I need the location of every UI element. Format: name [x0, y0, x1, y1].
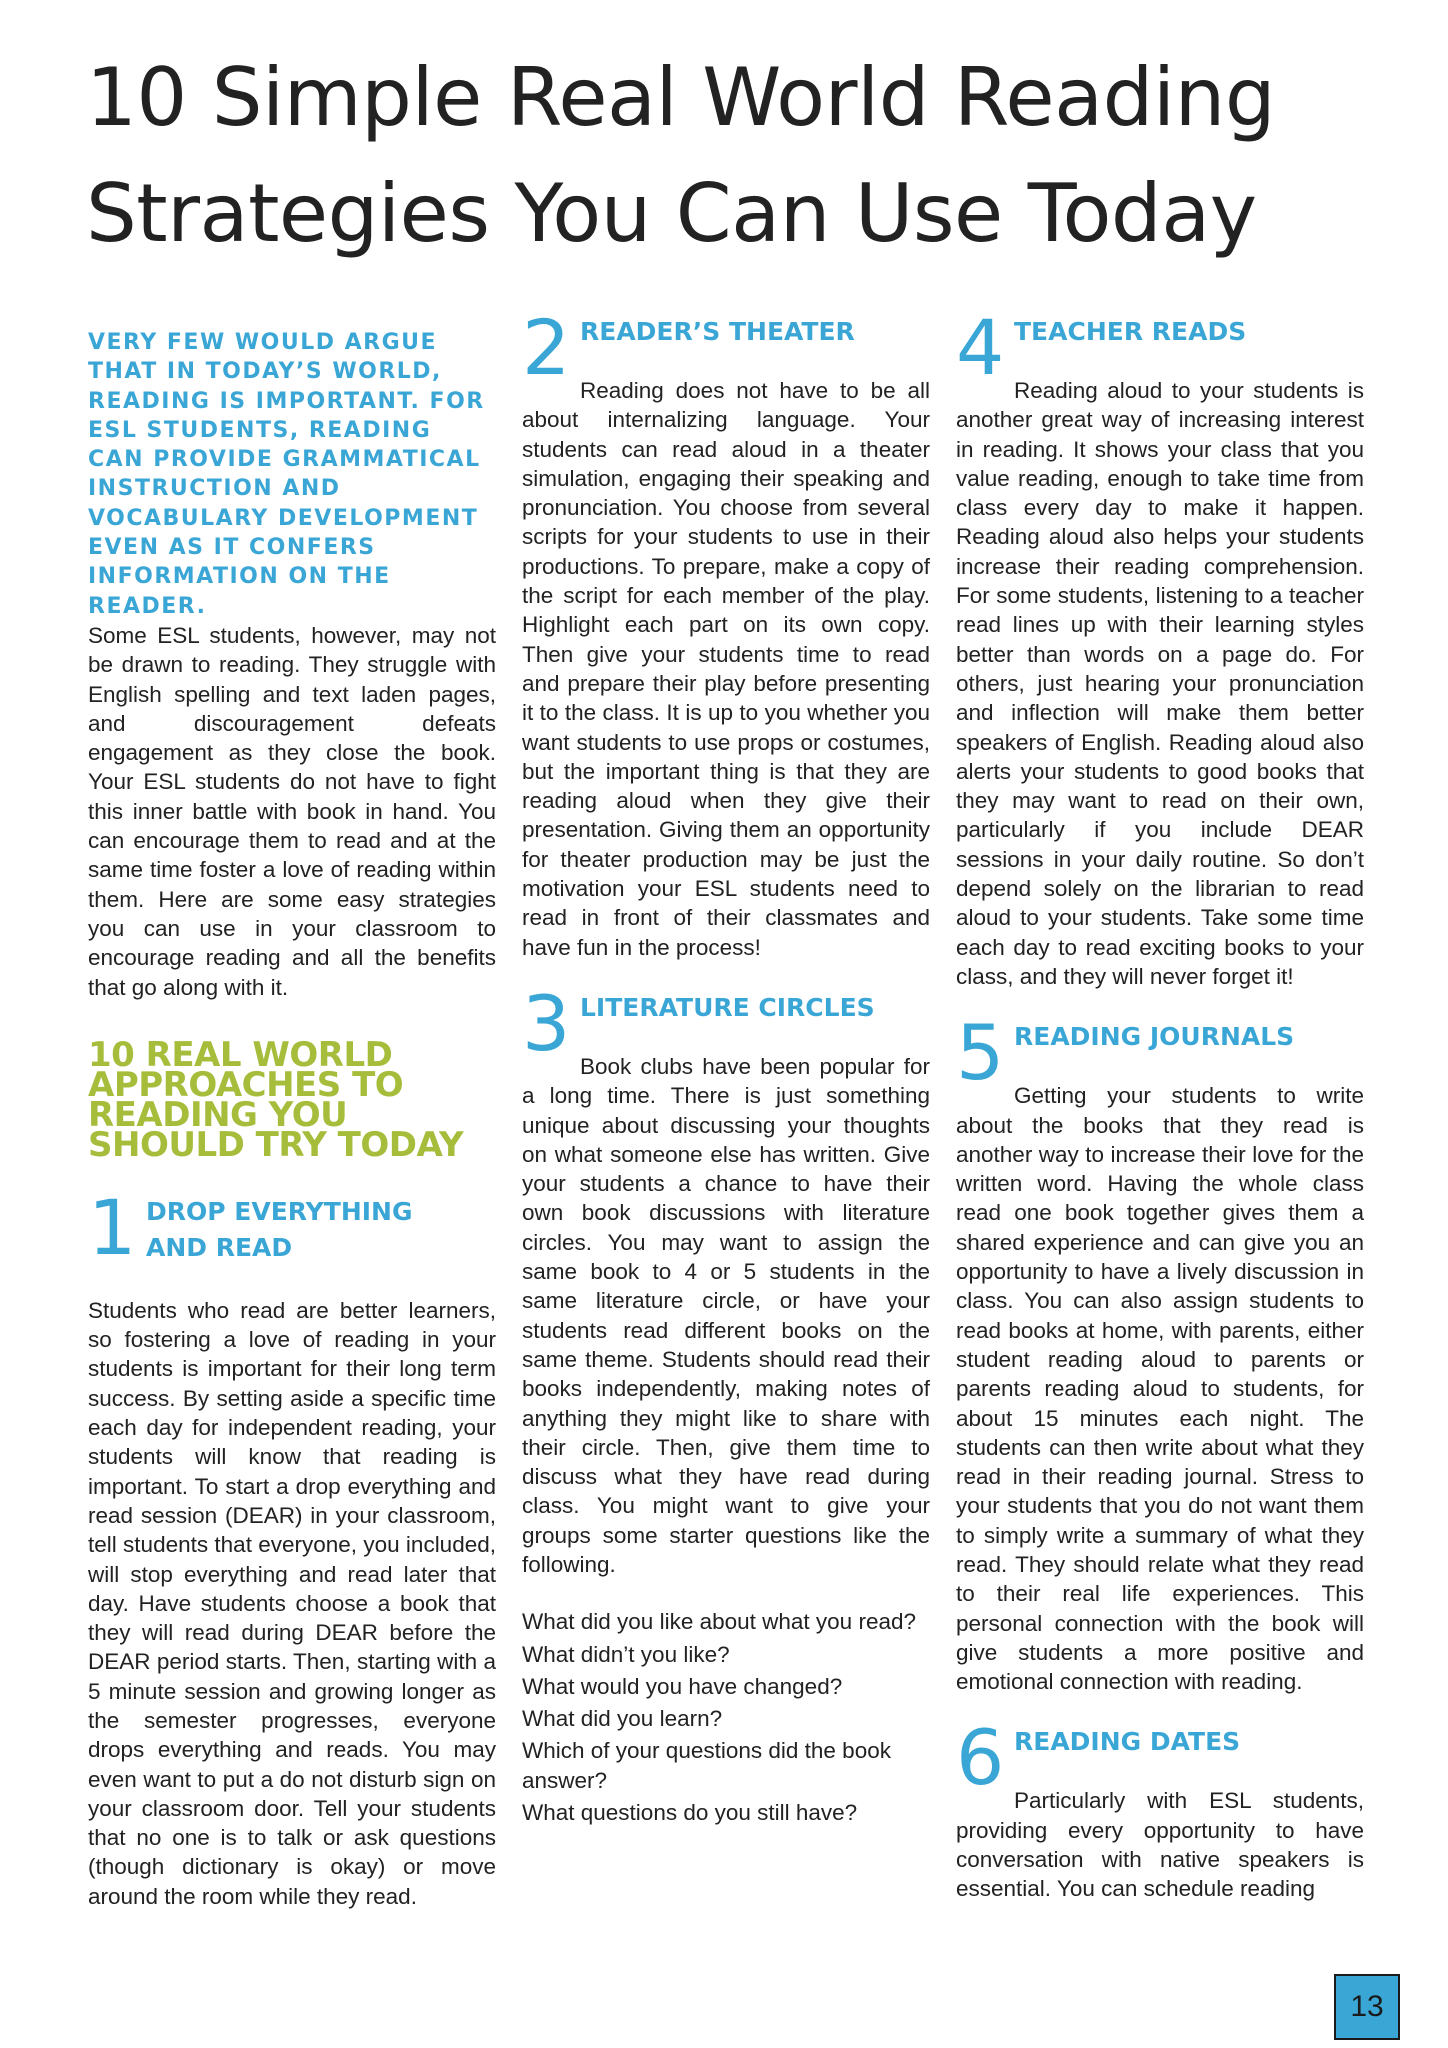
question-item: Which of your questions did the book answer? — [522, 1738, 891, 1793]
section-body: Particularly with ESL students, providing every opportunity to have conversation with native speakers is essential. You can schedule reading — [956, 1788, 1364, 1902]
section-3 — [522, 978, 930, 1827]
section-body: Getting your students to write about the books that they read is another way to increase their love for the written word. Having the whole class read one book together gives them a shared experience and can give you an opportunity to have a lively discussion in class. You can also assign students to read books at home, with parents, either student reading aloud to parents or parents reading aloud to students, for about 15 minutes each night. The students can then write about what they read in their reading journal. Stress to your students that you do not want them to simply write a summary of what they read. They should relate what they read to their real life experiences. This personal connection with the book will give students a more positive and emotional connection with reading. — [956, 1083, 1364, 1695]
section-6 — [956, 1713, 1364, 1903]
question-item: What didn’t you like? — [522, 1641, 730, 1667]
section-1 — [88, 1182, 496, 1911]
question-item: What questions do you still have? — [522, 1800, 858, 1826]
question-item: What did you like about what you read? — [522, 1609, 916, 1635]
section-number: 1 — [88, 1182, 137, 1272]
section-body: Students who read are better learners, so fostering a love of reading in your students is important for their long term success. By setting aside a specific time each day for independent reading, your students will know that reading is important. To start a drop everything and read session (DEAR) in your classroom, tell students that everyone, you included, will stop everything and read later that day. Have students choose a book that they will read during DEAR before the DEAR period starts. Then, starting with a 5 minute session and growing longer as the semester progresses, everyone drops everything and reads. You may even want to put a do not disturb sign on your classroom door. Tell your students that no one is to talk or ask questions (though dictionary is okay) or move around the room while they read. — [88, 1297, 496, 1909]
section-body: Reading does not have to be all about internalizing language. Your students can read aloud in a theater simulation, engaging their speaking and pronunciation. You choose from several scripts for your students to use in their productions. To prepare, make a copy of the script for each member of the play. Highlight each part on its own copy. Then give your students time to read and prepare their play before presenting it to the class. It is up to you whether you want students to use props or costumes, but the important thing is that they are reading aloud when they give their presentation. Giving them an opportunity for theater production may be just the motivation your ESL students need to read in front of their classmates and have fun in the process! — [522, 378, 930, 960]
section-title: READER’S THEATER — [580, 317, 855, 346]
section-4 — [956, 303, 1364, 991]
section-title: DROP EVERYTHING AND READ — [146, 1196, 413, 1262]
page-title — [86, 40, 1386, 272]
intro-body: Some ESL students, however, may not be drawn to reading. They struggle with English spelling and text laden pages, and discouragement defeats engagement as they close the book. Your ESL students do not have to fight this inner battle with book in hand. You can encourage them to read and at the same time foster a love of reading within them. Here are some easy strategies you can use in your classroom to encourage reading and all the benefits that go along with it. — [88, 622, 496, 1000]
section-number: 6 — [956, 1713, 1005, 1803]
column-2 — [522, 303, 930, 1830]
section-title: TEACHER READS — [1014, 317, 1247, 346]
starter-questions — [522, 1607, 930, 1827]
question-item: What did you learn? — [522, 1706, 723, 1732]
section-number: 3 — [522, 978, 571, 1068]
section-body: Reading aloud to your students is another great way of increasing interest in reading. It shows your class that you value reading, enough to take time from class every day to make it happen. Reading aloud also helps your students increase their reading comprehension. For some students, listening to a teacher read lines up with their learning styles better than words on a page do. For others, just hearing your pronunciation and inflection will make them better speakers of English. Reading aloud also alerts your students to good books that they may want to read on their own, particularly if you include DEAR sessions in your daily routine. So don’t depend solely on the librarian to read aloud to your students. Take some time each day to read exciting books to your class, and they will never forget it! — [956, 378, 1364, 989]
intro-lead: VERY FEW WOULD ARGUE THAT IN TODAY’S WORLD, READING IS IMPORTANT. FOR ESL STUDENTS, READING CAN PROVIDE GRAMMATICAL INSTRUCTION AND VOCABULARY DEVELOPMENT EVEN AS IT CONFERS INFORMATION ON THE READER. — [88, 330, 485, 619]
page-number: 13 — [1334, 1974, 1400, 2040]
section-body: Book clubs have been popular for a long time. There is just something unique about discussing your thoughts on what someone else has written. Give your students a chance to have their own book discussions with literature circles. You may want to assign the same book to 4 or 5 students in the same literature circle, or have your students read different books on the same theme. Students should read their books independently, making notes of anything they might like to share with their circle. Then, give them time to discuss what they have read during class. You might want to give your groups some starter questions like the following. — [522, 1053, 930, 1577]
section-2 — [522, 303, 930, 962]
question-item: What would you have changed? — [522, 1673, 843, 1699]
section-number: 2 — [522, 303, 571, 392]
section-5 — [956, 1008, 1364, 1696]
section-number: 5 — [956, 1008, 1005, 1098]
page-title-line-1: 10 Simple Real World Reading — [86, 51, 1276, 144]
approaches-heading: 10 REAL WORLD APPROACHES TO READING YOU SHOULD TRY TODAY — [88, 1034, 464, 1165]
section-number: 4 — [956, 303, 1005, 392]
section-title: LITERATURE CIRCLES — [580, 992, 875, 1022]
page-title-line-2: Strategies You Can Use Today — [86, 167, 1257, 260]
section-title: READING JOURNALS — [1014, 1022, 1295, 1052]
column-1 — [88, 314, 496, 1911]
column-3 — [956, 303, 1364, 1904]
section-title: READING DATES — [1014, 1727, 1241, 1757]
